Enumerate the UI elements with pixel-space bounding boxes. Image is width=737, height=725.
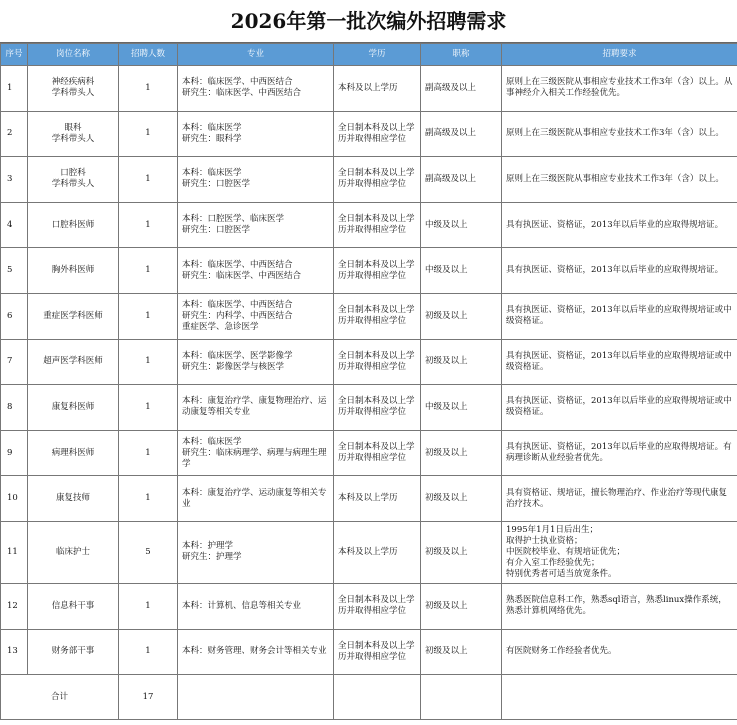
cell-education	[334, 248, 421, 294]
cell-requirements-text: 取得护士执业资格；	[506, 535, 583, 546]
cell-requirements-text: 有介入室工作经验优先；	[506, 557, 600, 568]
cell-title-text: 初级及以上	[425, 546, 468, 557]
cell-no-text: 5	[7, 265, 13, 276]
cell-education	[334, 521, 421, 583]
cell-education	[334, 293, 421, 339]
cell-major	[178, 430, 334, 476]
cell-post	[28, 66, 119, 112]
cell-major	[178, 293, 334, 339]
table-row	[1, 293, 737, 339]
cell-count-text: 1	[145, 265, 151, 276]
cell-major	[178, 629, 334, 675]
cell-requirements-text: 熟悉医院信息科工作，熟悉sql语言，熟悉linux操作系统，熟悉计算机网络优先。	[506, 595, 727, 617]
cell-post	[28, 385, 119, 431]
cell-post	[28, 111, 119, 157]
cell-requirements-text: 具有资格证、规培证，擅长物理治疗、作业治疗等现代康复治疗技术。	[506, 487, 728, 509]
cell-post-text: 病理科医师	[51, 447, 95, 458]
cell-count-text: 1	[145, 493, 151, 504]
cell-requirements-text: 中医院校毕业、有规培证优先；	[506, 546, 626, 557]
cell-no	[1, 111, 28, 157]
cell-education-text: 全日制本科及以上学历并取得相应学位	[338, 640, 415, 662]
cell-title	[421, 476, 502, 522]
cell-no-text: 11	[7, 546, 18, 557]
cell-education-text: 全日制本科及以上学历并取得相应学位	[338, 122, 415, 144]
cell-major-text: 研究生：临床病理学、病理与病理生理学	[182, 447, 327, 469]
cell-requirements-text: 具有执医证、资格证，2013年以后毕业的应取得规培证或中级资格证。	[506, 396, 732, 418]
cell-post	[28, 293, 119, 339]
table-row	[1, 385, 737, 431]
cell-requirements-text: 原则上在三级医院从事相应专业技术工作3年（含）以上。	[506, 173, 724, 184]
cell-major	[178, 157, 334, 203]
cell-title	[421, 430, 502, 476]
cell-education-text: 本科及以上学历	[338, 493, 398, 504]
cell-post-text: 学科带头人	[51, 133, 95, 144]
cell-title	[421, 66, 502, 112]
cell-no-text: 4	[7, 219, 13, 230]
cell-major-text: 本科：临床医学、中西医结合	[182, 77, 293, 88]
cell-title	[421, 202, 502, 248]
cell-no	[1, 157, 28, 203]
cell-post-text: 眼科	[64, 122, 82, 133]
cell-post-text: 康复科医师	[51, 401, 95, 412]
header-post: 岗位名称	[28, 44, 119, 66]
header-major: 专业	[178, 44, 334, 66]
cell-post-text: 超声医学科医师	[43, 356, 103, 367]
table-row	[1, 583, 737, 629]
cell-education	[334, 339, 421, 385]
cell-no-text: 12	[7, 600, 18, 611]
cell-no-text: 6	[7, 310, 13, 321]
cell-requirements-text: 原则上在三级医院从事相应专业技术工作3年（含）以上。	[506, 128, 724, 139]
cell-requirements	[502, 521, 737, 583]
cell-requirements	[502, 248, 737, 294]
table-row	[1, 66, 737, 112]
cell-count-text: 5	[145, 546, 151, 557]
cell-major-text: 本科：临床医学	[182, 436, 242, 447]
cell-no	[1, 339, 28, 385]
cell-title	[421, 629, 502, 675]
cell-education-text: 本科及以上学历	[338, 82, 398, 93]
cell-major-text: 重症医学、急诊医学	[182, 321, 259, 332]
cell-title-text: 初级及以上	[425, 493, 468, 504]
cell-count-text: 1	[145, 173, 151, 184]
cell-requirements-text: 有医院财务工作经验者优先。	[506, 646, 617, 657]
cell-count-text: 1	[145, 646, 151, 657]
cell-education	[334, 430, 421, 476]
cell-no	[1, 430, 28, 476]
cell-major-text: 本科：临床医学、中西医结合	[182, 299, 293, 310]
cell-post-text: 重症医学科医师	[43, 310, 103, 321]
cell-major-text: 本科：临床医学、医学影像学	[182, 350, 293, 361]
cell-education	[334, 385, 421, 431]
cell-post	[28, 202, 119, 248]
cell-title-text: 副高级及以上	[425, 173, 477, 184]
cell-requirements-text: 特别优秀者可适当放宽条件。	[506, 568, 617, 579]
cell-count	[119, 521, 178, 583]
cell-post-text: 学科带头人	[51, 179, 95, 190]
cell-post-text: 康复技师	[55, 493, 90, 504]
cell-no	[1, 293, 28, 339]
header-title: 职称	[421, 44, 502, 66]
cell-requirements	[502, 202, 737, 248]
cell-major	[178, 583, 334, 629]
cell-count	[119, 339, 178, 385]
cell-no-text: 7	[7, 356, 13, 367]
table-row	[1, 521, 737, 583]
cell-title-text: 初级及以上	[425, 447, 468, 458]
cell-post	[28, 248, 119, 294]
cell-no-text: 8	[7, 401, 13, 412]
page-title: 2026年第一批次编外招聘需求	[0, 0, 737, 43]
header-no: 序号	[1, 44, 28, 66]
table-row	[1, 430, 737, 476]
cell-count	[119, 629, 178, 675]
cell-count-text: 1	[145, 600, 151, 611]
cell-major-text: 研究生：内科学、中西医结合	[182, 310, 293, 321]
cell-post	[28, 521, 119, 583]
cell-major-text: 本科：临床医学、中西医结合	[182, 259, 293, 270]
cell-major-text: 本科：康复治疗学、运动康复等相关专业	[182, 487, 327, 509]
cell-education-text: 全日制本科及以上学历并取得相应学位	[338, 595, 415, 617]
cell-post	[28, 476, 119, 522]
cell-education-text: 全日制本科及以上学历并取得相应学位	[338, 350, 415, 372]
cell-major-text: 研究生：护理学	[182, 552, 242, 563]
cell-post	[28, 157, 119, 203]
cell-requirements-text: 原则上在三级医院从事相应专业技术工作3年（含）以上。从事神经介入相关工作经验优先。	[506, 77, 733, 99]
table-row	[1, 157, 737, 203]
cell-requirements	[502, 385, 737, 431]
cell-title-text: 初级及以上	[425, 356, 468, 367]
cell-education-text: 全日制本科及以上学历并取得相应学位	[338, 442, 415, 464]
cell-title	[421, 248, 502, 294]
cell-count	[119, 476, 178, 522]
cell-no-text: 13	[7, 646, 18, 657]
cell-count	[119, 293, 178, 339]
cell-post-text: 临床护士	[55, 546, 90, 557]
table-row	[1, 339, 737, 385]
table-row	[1, 629, 737, 675]
cell-no	[1, 583, 28, 629]
cell-education	[334, 111, 421, 157]
cell-no-text: 3	[7, 173, 13, 184]
cell-requirements-text: 具有执医证、资格证，2013年以后毕业的应取得规培证。	[506, 219, 724, 230]
cell-education-text: 全日制本科及以上学历并取得相应学位	[338, 305, 415, 327]
cell-post-text: 胸外科医师	[51, 265, 95, 276]
cell-requirements	[502, 430, 737, 476]
cell-title-text: 初级及以上	[425, 600, 468, 611]
cell-count-text: 1	[145, 356, 151, 367]
cell-major	[178, 66, 334, 112]
cell-title-text: 初级及以上	[425, 646, 468, 657]
cell-title-text: 副高级及以上	[425, 82, 477, 93]
cell-major-text: 本科：临床医学	[182, 122, 242, 133]
cell-requirements	[502, 629, 737, 675]
header-education: 学历	[334, 44, 421, 66]
cell-count-text: 1	[145, 219, 151, 230]
cell-education	[334, 157, 421, 203]
cell-requirements	[502, 66, 737, 112]
table-row	[1, 248, 737, 294]
cell-title	[421, 583, 502, 629]
cell-title	[421, 339, 502, 385]
cell-major	[178, 248, 334, 294]
cell-post-text: 神经疾病科	[51, 77, 95, 88]
table-body	[1, 66, 737, 720]
cell-count-text: 1	[145, 82, 151, 93]
cell-major	[178, 202, 334, 248]
cell-major-text: 研究生：临床医学、中西医结合	[182, 270, 302, 281]
table-row	[1, 111, 737, 157]
cell-major	[178, 476, 334, 522]
total-empty-cell	[421, 675, 502, 720]
cell-major	[178, 111, 334, 157]
cell-requirements-text: 具有执医证、资格证，2013年以后毕业的应取得规培证。有病理诊断从业经验者优先。	[506, 442, 732, 464]
total-label: 合计	[1, 675, 119, 720]
cell-major-text: 研究生：眼科学	[182, 133, 242, 144]
cell-title-text: 中级及以上	[425, 219, 468, 230]
cell-no-text: 10	[7, 493, 18, 504]
cell-count	[119, 583, 178, 629]
header-requirements: 招聘要求	[502, 44, 737, 66]
header-row	[1, 44, 737, 66]
cell-title	[421, 111, 502, 157]
cell-education	[334, 583, 421, 629]
cell-count	[119, 248, 178, 294]
cell-education	[334, 629, 421, 675]
cell-post-text: 财务部干事	[51, 646, 95, 657]
cell-requirements	[502, 293, 737, 339]
cell-title-text: 副高级及以上	[425, 128, 477, 139]
cell-major-text: 本科：计算机、信息等相关专业	[182, 600, 302, 611]
cell-title	[421, 385, 502, 431]
cell-title-text: 中级及以上	[425, 265, 468, 276]
cell-education-text: 全日制本科及以上学历并取得相应学位	[338, 396, 415, 418]
cell-post-text: 信息科干事	[51, 600, 95, 611]
cell-major-text: 研究生：口腔医学	[182, 179, 251, 190]
cell-major-text: 本科：临床医学	[182, 168, 242, 179]
cell-major-text: 研究生：口腔医学	[182, 225, 251, 236]
cell-requirements	[502, 476, 737, 522]
cell-no	[1, 476, 28, 522]
cell-major	[178, 385, 334, 431]
cell-no	[1, 202, 28, 248]
total-count: 17	[119, 675, 178, 720]
cell-no-text: 2	[7, 128, 13, 139]
cell-count	[119, 385, 178, 431]
header-count: 招聘人数	[119, 44, 178, 66]
cell-count-text: 1	[145, 310, 151, 321]
cell-major-text: 本科：护理学	[182, 541, 234, 552]
cell-count	[119, 202, 178, 248]
cell-no	[1, 66, 28, 112]
cell-requirements-text: 具有执医证、资格证，2013年以后毕业的应取得规培证或中级资格证。	[506, 305, 732, 327]
cell-requirements	[502, 111, 737, 157]
cell-title-text: 中级及以上	[425, 401, 468, 412]
cell-post-text: 口腔科医师	[51, 219, 95, 230]
cell-count-text: 1	[145, 401, 151, 412]
cell-post	[28, 583, 119, 629]
table-row	[1, 202, 737, 248]
cell-no-text: 1	[7, 82, 13, 93]
cell-title	[421, 293, 502, 339]
table-row	[1, 476, 737, 522]
cell-major-text: 本科：口腔医学、临床医学	[182, 214, 285, 225]
cell-count-text: 1	[145, 128, 151, 139]
cell-count	[119, 430, 178, 476]
cell-education-text: 全日制本科及以上学历并取得相应学位	[338, 214, 415, 236]
cell-no	[1, 629, 28, 675]
cell-major-text: 研究生：临床医学、中西医结合	[182, 88, 302, 99]
cell-no	[1, 385, 28, 431]
cell-requirements	[502, 339, 737, 385]
cell-major	[178, 521, 334, 583]
recruitment-table	[0, 43, 737, 720]
cell-requirements	[502, 157, 737, 203]
cell-post	[28, 629, 119, 675]
cell-count	[119, 111, 178, 157]
cell-no-text: 9	[7, 447, 13, 458]
total-empty-cell	[178, 675, 334, 720]
cell-requirements-text: 1995年1月1日后出生；	[506, 524, 598, 535]
cell-no	[1, 248, 28, 294]
cell-requirements-text: 具有执医证、资格证，2013年以后毕业的应取得规培证或中级资格证。	[506, 350, 732, 372]
total-empty-cell	[334, 675, 421, 720]
cell-education-text: 本科及以上学历	[338, 546, 398, 557]
cell-education	[334, 476, 421, 522]
cell-post	[28, 339, 119, 385]
cell-education-text: 全日制本科及以上学历并取得相应学位	[338, 168, 415, 190]
total-row	[1, 675, 737, 720]
cell-education	[334, 202, 421, 248]
cell-post-text: 学科带头人	[51, 88, 95, 99]
cell-title-text: 初级及以上	[425, 310, 468, 321]
cell-education-text: 全日制本科及以上学历并取得相应学位	[338, 259, 415, 281]
cell-requirements	[502, 583, 737, 629]
cell-requirements-text: 具有执医证、资格证，2013年以后毕业的应取得规培证。	[506, 265, 724, 276]
cell-post	[28, 430, 119, 476]
cell-post-text: 口腔科	[60, 168, 86, 179]
cell-count	[119, 66, 178, 112]
cell-title	[421, 521, 502, 583]
cell-major-text: 本科：财务管理、财务会计等相关专业	[182, 646, 327, 657]
cell-count	[119, 157, 178, 203]
cell-major-text: 本科：康复治疗学、康复物理治疗、运动康复等相关专业	[182, 396, 327, 418]
cell-title	[421, 157, 502, 203]
cell-no	[1, 521, 28, 583]
cell-major-text: 研究生：影像医学与核医学	[182, 361, 285, 372]
total-empty-cell	[502, 675, 737, 720]
cell-major	[178, 339, 334, 385]
cell-education	[334, 66, 421, 112]
cell-count-text: 1	[145, 447, 151, 458]
